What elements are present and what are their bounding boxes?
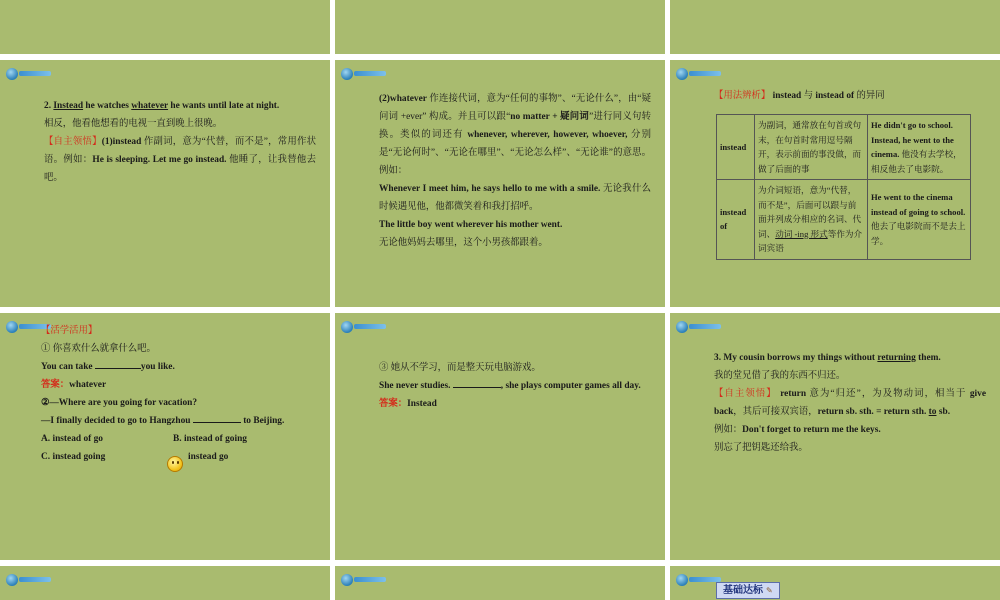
option-b[interactable]: B. instead of going [173,434,247,444]
pencil-icon: ✎ [766,586,773,595]
example-1: Whenever I meet him, he says hello to me with a smile. 无论我什么时候遇见他，他都微笑着和我打招呼。 [379,184,651,212]
sentence-3-translation: 我的堂兄借了我的东西不归还。 [714,371,846,381]
section-badge: 基础达标 ✎ [716,582,780,599]
logo-icon [341,320,387,334]
slide-thumbnail-6[interactable] [670,60,1000,307]
slide-thumbnail-11[interactable] [335,566,665,600]
answer-3: 答案：Instead [379,399,437,409]
example-2-zh: 无论他妈妈去哪里，这个小男孩都跟着。 [379,238,548,248]
question-3-en: She never studies. , she plays computer games all day. [379,377,650,395]
table-row: instead 为副词，通常放在句首或句末，在句首时常用逗号隔开，表示前面的事没做，而做了后面的事 He didn't go to school. Instead, he went to the cinema. 他没有去学校，相反他去了电影院。 [717,115,971,180]
smiley-icon [167,456,183,472]
comparison-table [716,114,971,260]
return-explanation: 【自主领悟】 return 意为“归还”，为及物动词，相当于 give back，其后可接双宾语，return sb. sth. = return sth. to sb. [714,389,986,417]
slide-thumbnail-1[interactable] [0,0,330,54]
logo-icon [6,573,52,587]
sentence-3: 3. My cousin borrows my things without returning them. [714,353,941,363]
question-2-blank: —I finally decided to go to Hangzhou to Beijing. [41,412,321,430]
option-a[interactable]: A. instead of go [41,434,103,444]
slide-thumbnail-7[interactable] [0,313,330,560]
question-1: ① 你喜欢什么就拿什么吧。 [41,344,156,354]
return-example-zh: 别忘了把钥匙还给我。 [714,443,808,453]
instead-explanation: 【自主领悟】(1)instead 作副词，意为“代替，而不是”，常用作状语。例如：He is sleeping. Let me go instead. 他睡了，让我替他去吧。 [44,137,316,183]
sentence-2: 2. Instead he watches whatever he wants until late at night. [44,101,280,111]
logo-icon [341,573,387,587]
logo-icon [676,67,722,81]
sentence-2-translation: 相反，他看他想看的电视一直到晚上很晚。 [44,119,223,129]
answer-1: 答案：whatever [41,380,107,390]
slide-thumbnail-5[interactable] [335,60,665,307]
slide-thumbnail-4[interactable] [0,60,330,307]
slide-thumbnail-8[interactable] [335,313,665,560]
question-3: ③ 她从不学习，而是整天玩电脑游戏。 [379,363,541,373]
options-ab [41,430,321,448]
logo-icon [341,67,387,81]
option-d[interactable]: instead go [188,452,229,462]
logo-icon [6,67,52,81]
slide-thumbnail-12[interactable] [670,566,1000,600]
logo-icon [676,320,722,334]
option-c[interactable]: C. instead going [41,452,106,462]
whatever-explanation: (2)whatever 作连接代词，意为“任何的事物”、“无论什么”，由“疑问词 +ever” 构成。并且可以跟“no matter + 疑问词”进行同义句转换。类似的词还有 whenever, wherever, however, whoever, 分别是“无论何时”、“无论在哪里”、“无论怎么样”、“无论谁”的意思。例如： [379,94,651,176]
section-tag: 【自主领悟】 [714,389,777,399]
slide-thumbnail-2[interactable] [335,0,665,54]
example-2-en: The little boy went wherever his mother went. [379,220,563,230]
question-1-en: You can take you like. [41,358,321,376]
question-2: ②—Where are you going for vacation? [41,398,198,408]
slide-thumbnail-3[interactable] [670,0,1000,54]
return-example: 例如：Don't forget to return me the keys. [714,425,881,435]
section-tag: 【活学活用】 [41,326,98,336]
table-row: instead of 为介词短语，意为“代替，而不是”，后面可以跟与前面并列成分相应的名词、代词、动词 -ing 形式等作为介词宾语 He went to the cinema instead of going to school. 他去了电影院而不是去上学。 [717,180,971,260]
slide-thumbnail-10[interactable] [0,566,330,600]
usage-title: 【用法辨析】 instead 与 instead of 的异同 [714,91,885,101]
section-tag: 【自主领悟】 [44,137,102,147]
slide-thumbnail-9[interactable] [670,313,1000,560]
